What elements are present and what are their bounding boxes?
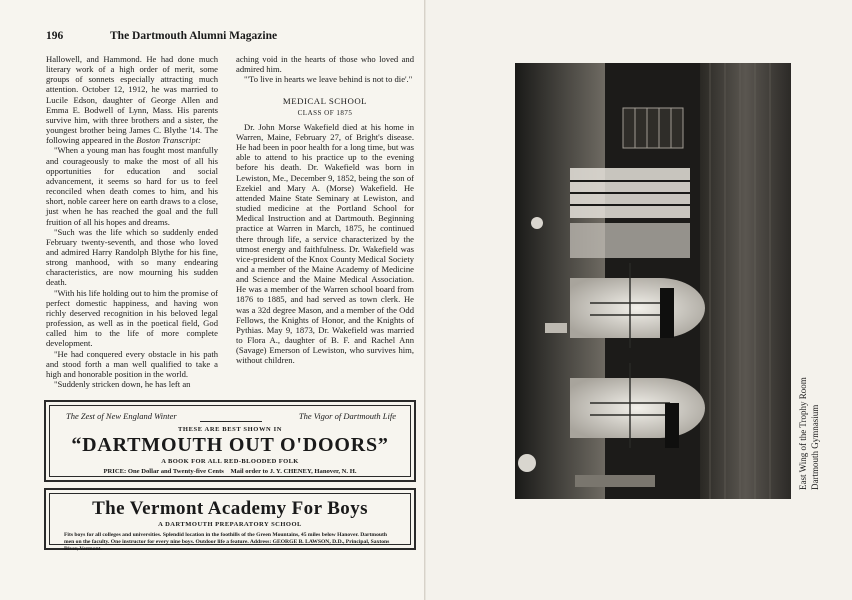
text-column-1 <box>46 54 218 389</box>
caption-line-2: Dartmouth Gymnasium <box>810 404 820 490</box>
ad-price: PRICE: One Dollar and Twenty-five Cents <box>103 468 224 475</box>
section-heading: MEDICAL SCHOOL <box>282 96 368 107</box>
ad-border <box>49 405 411 477</box>
ad-order: Mail order to J. Y. CHENEY, Hanover, N. H. <box>230 468 357 475</box>
ad-kicker: THESE ARE BEST SHOWN IN <box>178 426 282 433</box>
ad-body: Fits boys for all colleges and universities. Splendid location in the foothills of the Green Mountains, 45 miles below Hanover. Dartmouth men on the faculty. One instructor for every nine boys. Outdoor life a feature. Address: GEORGE B. LAWSON, D.D., Principal, Saxtons River, Vermont. <box>64 532 390 552</box>
photo-illustration <box>515 63 791 499</box>
ad-vermont-academy <box>44 488 416 550</box>
running-title: The Dartmouth Alumni Magazine <box>110 30 278 42</box>
ad-subtitle: A DARTMOUTH PREPARATORY SCHOOL <box>158 521 302 528</box>
paragraph: "Suddenly stricken down, he has left an <box>54 379 191 389</box>
ad-dartmouth-outdoors <box>44 400 416 482</box>
page-number: 196 <box>46 30 64 42</box>
paragraph: aching void in the hearts of those who loved and admired him. <box>236 54 414 75</box>
paragraph: Hallowell, and Hammond. He had done much literary work of a high order of merit, some groups of sonnets especially attracting much attention. October 12, 1912, he was married to Lucile Edson, daughter of George Allen and Emma E. Bodwell of Lynn, Mass. His parents survive him, with three brothers and a sister, the youngest brother being James C. Blythe '14. The following appeared in the Boston Transcript: <box>46 54 218 146</box>
ad-subtitle: A BOOK FOR ALL RED-BLOODED FOLK <box>161 458 299 465</box>
ad-title: “DARTMOUTH OUT O'DOORS” <box>71 434 389 456</box>
section-subheading: CLASS OF 1875 <box>297 108 353 117</box>
obituary-paragraph: Dr. John Morse Wakefield died at his home in Warren, Maine, February 27, of Bright's disease. He had been in poor health for a long time, but was able to attend to his practice up to the evening before his death. Dr. Wakefield was born in Lewiston, Me., December 9, 1852, being the son of Ezekiel and Mary A. (Morse) Wakefield. He attended Maine State Seminary at Lewiston, and studied medicine at the Portland School for Medical Instruction and at Dartmouth. Beginning practice at Warren in March, 1875, he continued there through life, a service characterized by the utmost energy and faithfulness. Dr. Wakefield was vice-president of the Knox County Medical Society and a member of the Maine Academy of Medicine and Science and the Maine Medical Association. He was a member of the Warren school board from 1876 to 1885, and had served as town clerk. He was a 32d degree Mason, and a member of the Odd Fellows, the Knights of Honor, and the Knights of Pythias. May 9, 1873, Dr. Wakefield was married to Flora A., daughter of B. F. and Rachel Ann (Savage) Emerson of Lewiston, who survives him, without children. <box>236 121 414 366</box>
paragraph: "'To live in hearts we leave behind is not to die'." <box>244 74 413 85</box>
paragraph: "He had conquered every obstacle in his path and stood forth a man well qualified to take a high and honorable position in the world. <box>46 348 218 379</box>
caption-line-1: East Wing of the Trophy Room <box>798 377 808 490</box>
ad-tagline-left: The Zest of New England Winter <box>66 411 177 421</box>
paragraph: "When a young man has fought most manfully and courageously to make the most of all his opportunities for education and social advancement, it seems so hard for us to feel reconciled when death comes to him, and his short, noble career here on earth draws to a close, just when he has reached the goal and the full fruition of all his hopes and dreams. <box>46 145 218 227</box>
paragraph: "With his life holding out to him the promise of perfect domestic happiness, and having won richly deserved recognition in his beloved legal profession, as well as in the poetical field, God called him to the life of more complete development. <box>46 287 218 349</box>
page-header <box>46 30 396 46</box>
trophy-room-photo <box>515 63 791 499</box>
ad-tagline-right: The Vigor of Dartmouth Life <box>298 411 396 421</box>
ad-border <box>49 493 411 552</box>
ad-price-line <box>50 468 410 475</box>
ad-title: The Vermont Academy For Boys <box>92 498 368 519</box>
photo-caption <box>798 80 834 500</box>
divider <box>200 421 262 422</box>
text-column-2 <box>236 54 414 366</box>
newspaper-title: Boston Transcript: <box>136 135 201 146</box>
paragraph: "Such was the life which so suddenly ended February twenty-seventh, and those who loved and admired Harry Randolph Blythe for his fine, strong manhood, with so many endearing characteristics, are now mourning his sudden death. <box>46 226 218 288</box>
